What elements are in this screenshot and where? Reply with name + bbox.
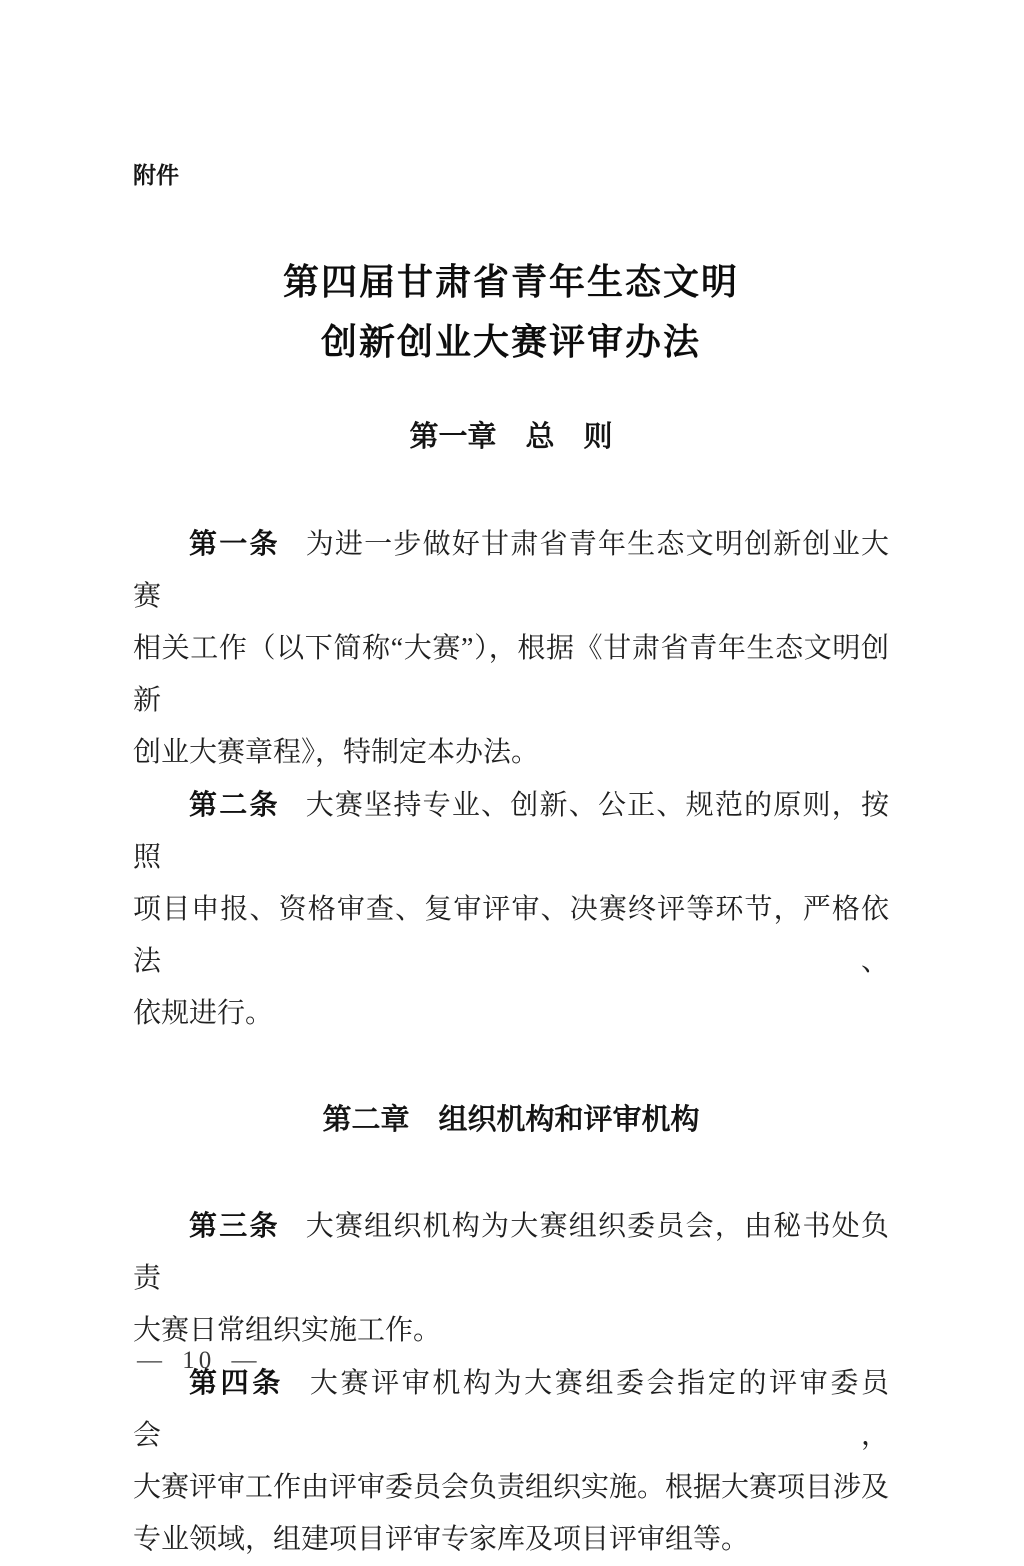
article-1 (133, 518, 889, 779)
article-1-line-1 (133, 518, 889, 623)
article-2-text: 大赛坚持专业、创新、公正、规范的原则，按照 (133, 790, 889, 873)
article-3-line-1 (133, 1200, 889, 1305)
article-3-lead: 第三条 (189, 1210, 280, 1241)
chapter-1-heading: 第一章 总 则 (409, 421, 613, 453)
article-4-lead: 第四条 (189, 1367, 284, 1398)
article-2-line-1 (133, 779, 889, 884)
footer-page-number: — 10 — (137, 1347, 261, 1374)
article-4-line-3: 专业领域，组建项目评审专家库及项目评审组等。 (133, 1524, 750, 1555)
chapter-2-body (133, 1200, 889, 1566)
article-4 (133, 1357, 889, 1566)
article-3 (133, 1200, 889, 1357)
article-2-lead: 第二条 (189, 789, 280, 820)
article-3-line-2: 大赛日常组织实施工作。 (133, 1315, 442, 1346)
article-1-line-2: 相关工作（以下简称“大赛”），根据《甘肃省青年生态文明创新 (133, 633, 889, 716)
article-2-line-2: 项目申报、资格审查、复审评审、决赛终评等环节，严格依法、 (133, 894, 889, 977)
article-4-text: 大赛评审机构为大赛组委会指定的评审委员会， (133, 1368, 889, 1451)
article-2-line-3: 依规进行。 (133, 998, 274, 1029)
title-line-2: 创新创业大赛评审办法 (320, 322, 701, 362)
document-content (133, 0, 889, 1566)
title-line-1: 第四届甘肃省青年生态文明 (282, 262, 739, 302)
attachment-label: 附件 (133, 162, 179, 188)
chapter-2-heading: 第二章 组织机构和评审机构 (322, 1104, 700, 1136)
article-3-text: 大赛组织机构为大赛组织委员会，由秘书处负责 (133, 1211, 889, 1294)
article-1-line-3: 创业大赛章程》，特制定本办法。 (133, 737, 540, 768)
article-2 (133, 779, 889, 1040)
article-1-text: 为进一步做好甘肃省青年生态文明创新创业大赛 (133, 529, 889, 612)
article-4-line-2: 大赛评审工作由评审委员会负责组织实施。根据大赛项目涉及 (133, 1472, 890, 1503)
article-1-lead: 第一条 (189, 528, 280, 559)
chapter-1-body (133, 518, 889, 1040)
document-title (133, 252, 889, 372)
